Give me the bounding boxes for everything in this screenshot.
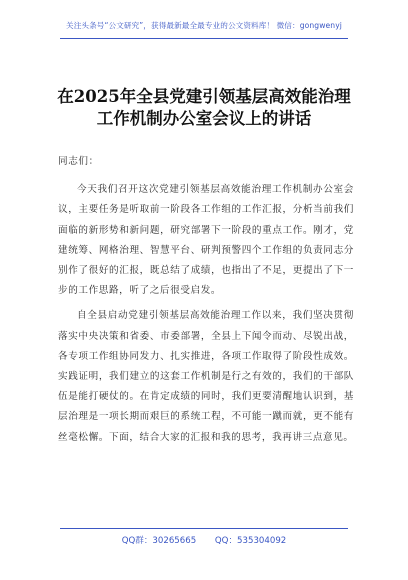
title-line-2: 工作机制办公室会议上的讲话 (96, 109, 312, 128)
header-promo-note: 关注头条号“公文研究”，获得最新最全最专业的公文资料库！ 微信：gongwenyj (66, 21, 342, 30)
footer-qq: QQ：535304092 (214, 536, 287, 546)
salutation: 同志们： (58, 156, 99, 167)
document-title (30, 86, 378, 130)
title-line-1: 在2025年全县党建引领基层高效能治理 (57, 87, 351, 106)
paragraph: 今天我们召开这次党建引领基层高效能治理工作机制办公室会议，主要任务是听取前一阶段各工作组的工作汇报，分析当前我们面临的新形势和新问题，研究部署下一阶段的重点工作。刚才，党建统筹、网格治理、智慧平台、研判预警四个工作组的负责同志分别作了很好的汇报，既总结了成绩，也指出了不足，更提出了下一步的工作思路，听了之后很受启发。 (58, 184, 354, 297)
footer-contact (0, 534, 408, 546)
document-body (58, 152, 354, 453)
header-divider (60, 38, 348, 39)
footer-divider (60, 528, 348, 529)
paragraph: 自全县启动党建引领基层高效能治理工作以来，我们坚决贯彻落实中央决策和省委、市委部署，全县上下闻令而动、尽锐出战，各专项工作组协同发力、扎实推进，各项工作取得了阶段性成效。实践证明，我们建立的这套工作机制是行之有效的，我们的干部队伍是能打硬仗的。在肯定成绩的同时，我们更要清醒地认识到，基层治理是一项长期而艰巨的系统工程，不可能一蹴而就，更不能有丝毫松懈。下面，结合大家的汇报和我的思考，我再讲三点意见。 (58, 310, 354, 443)
footer-qq-group: QQ群：30265665 (121, 536, 197, 546)
